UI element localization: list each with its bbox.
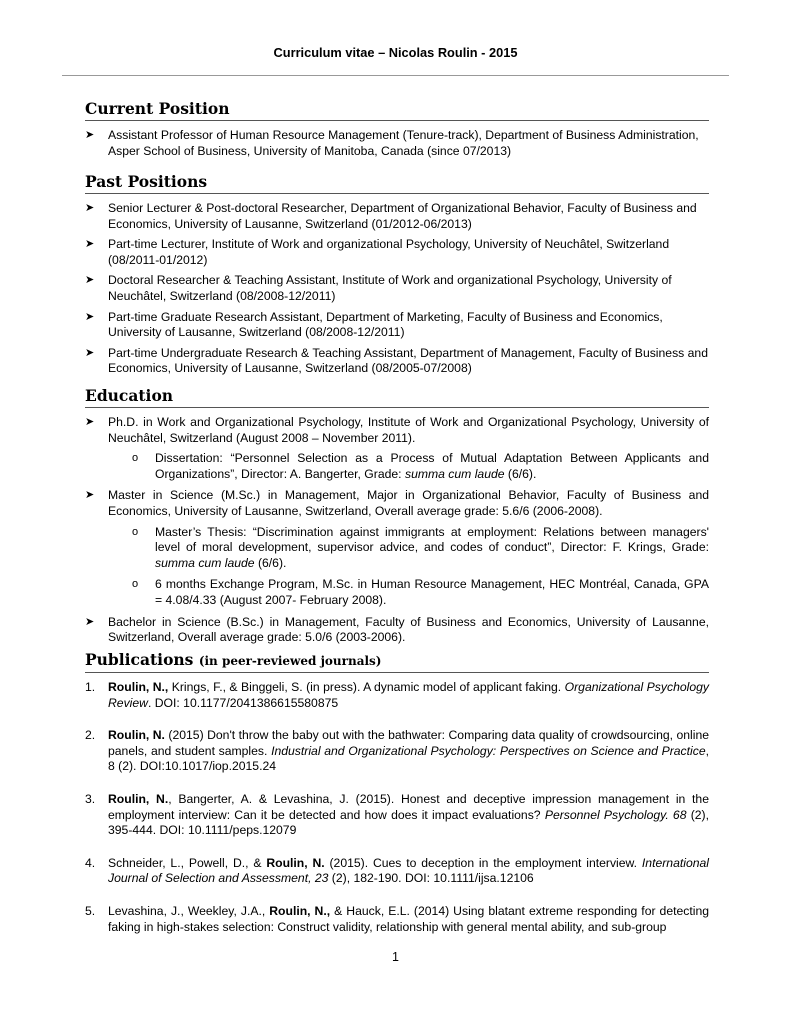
- arrow-bullet-icon: ➤: [85, 310, 95, 323]
- list-item: ➤ Part-time Graduate Research Assistant, Department of Marketing, Faculty of Business and Economics, University of Lausanne, Switzerland (08/2008-12/2011): [85, 309, 663, 340]
- page-number: 1: [392, 950, 399, 964]
- publication-item: 1. Roulin, N., Krings, F., & Binggeli, S. (in press). A dynamic model of applicant faking. Organizational Psychology Review. DOI: 10.1177/2041386615580875: [85, 680, 709, 710]
- arrow-bullet-icon: ➤: [85, 129, 95, 141]
- list-item: ➤ Master in Science (M.Sc.) in Management, Major in Organizational Behavior, Faculty of Business and Economics, University of Lausanne, Switzerland, Overall average grade: 5.6/6 (2006-2008).: [85, 488, 709, 518]
- arrow-bullet-icon: ➤: [85, 274, 95, 287]
- sub-list-item: o 6 months Exchange Program, M.Sc. in Human Resource Management, HEC Montréal, Canada, GPA = 4.08/4.33 (August 2007- February 2008).: [132, 577, 709, 607]
- publication-item: 4. Schneider, L., Powell, D., & Roulin, N. (2015). Cues to deception in the employment interview. International Journal of Selection and Assessment, 23 (2), 182-190. DOI: 10.1111/ijsa.12106: [85, 855, 709, 886]
- list-item: ➤ Part-time Lecturer, Institute of Work and organizational Psychology, University of Neuchâtel, Switzerland (08/2011-01/2012): [85, 237, 670, 267]
- section-current-position: [85, 99, 709, 164]
- list-item: ➤ Doctoral Researcher & Teaching Assistant, Institute of Work and organizational Psychology, University of Neuchâtel, Switzerland (08/2008-12/2011): [85, 273, 672, 303]
- publication-item: 2. Roulin, N. (2015) Don't throw the baby out with the bathwater: Comparing data quality of crowdsourcing, online panels, and student samples. Industrial and Organizational Psychology: Perspectives on Science and Practice, 8 (2). DOI:10.1017/iop.2015.24: [85, 728, 709, 774]
- circle-bullet-icon: o: [132, 452, 139, 465]
- header-divider: [62, 75, 729, 76]
- section-title: Past Positions: [85, 172, 709, 194]
- arrow-bullet-icon: ➤: [85, 416, 95, 428]
- arrow-bullet-icon: ➤: [85, 202, 95, 214]
- section-subtitle: (in peer-reviewed journals): [198, 654, 382, 668]
- section-past-positions: [85, 172, 709, 382]
- list-item: ➤ Ph.D. in Work and Organizational Psychology, Institute of Work and Organizational Psychology, University of Neuchâtel, Switzerland (August 2008 – November 2011).: [85, 415, 709, 445]
- section-publications: [85, 650, 709, 952]
- arrow-bullet-icon: ➤: [85, 615, 95, 628]
- publication-item: 5. Levashina, J., Weekley, J.A., Roulin, N., & Hauck, E.L. (2014) Using blatant extreme responding for detecting faking in high-stakes selection: Construct validity, relationship with general mental ability, and sub-group: [85, 903, 710, 934]
- circle-bullet-icon: o: [132, 578, 139, 591]
- publication-item: 3. Roulin, N., Bangerter, A. & Levashina, J. (2015). Honest and deceptive impression management in the employment interview: Can it be detected and how does it impact evaluations? Personnel Psychology. 68 (2), 395-444. DOI: 10.1111/peps.12079: [85, 791, 710, 838]
- sub-list-item: o Master’s Thesis: “Discrimination against immigrants at employment: Relations between managers' level of moral development, supervisor advice, and codes of conduct”, Director: F. Krings, Grade: summa cum laude (6/6).: [132, 524, 709, 570]
- arrow-bullet-icon: ➤: [85, 346, 95, 359]
- section-title: Education: [85, 386, 709, 408]
- arrow-bullet-icon: ➤: [85, 489, 95, 502]
- list-item: ➤ Assistant Professor of Human Resource Management (Tenure-track), Department of Business Administration, Asper School of Business, University of Manitoba, Canada (since 07/2013): [85, 128, 699, 158]
- section-title: Current Position: [85, 99, 709, 121]
- list-item: ➤ Bachelor in Science (B.Sc.) in Management, Faculty of Business and Economics, University of Lausanne, Switzerland, Overall average grade: 5.0/6 (2003-2006).: [85, 614, 709, 645]
- sub-list-item: o Dissertation: “Personnel Selection as a Process of Mutual Adaptation Between Applicants and Organizations”, Director: A. Bangerter, Grade: summa cum laude (6/6).: [132, 451, 709, 481]
- document-header: Curriculum vitae – Nicolas Roulin - 2015: [273, 45, 518, 60]
- section-education: [85, 386, 709, 651]
- list-item: ➤ Senior Lecturer & Post-doctoral Researcher, Department of Organizational Behavior, Faculty of Business and Economics, University of Lausanne, Switzerland (01/2012-06/2013): [85, 201, 697, 231]
- section-title: Publications (in peer-reviewed journals): [85, 650, 709, 673]
- list-item: ➤ Part-time Undergraduate Research & Teaching Assistant, Department of Management, Faculty of Business and Economics, University of Lausanne, Switzerland (08/2005-07/2008): [85, 345, 708, 376]
- arrow-bullet-icon: ➤: [85, 238, 95, 251]
- circle-bullet-icon: o: [132, 525, 139, 538]
